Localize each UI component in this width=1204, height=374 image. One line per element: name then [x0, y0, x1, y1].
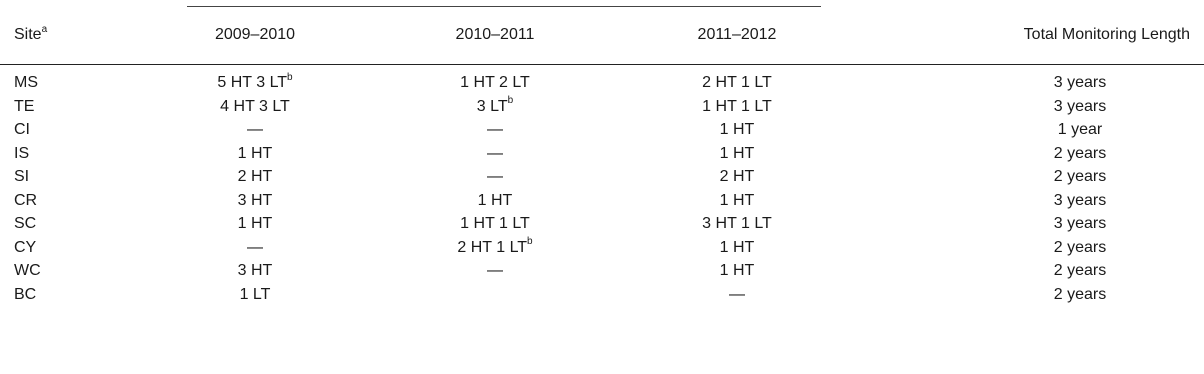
cell-2010-2011 — [420, 119, 570, 141]
cell-2010-2011-text: 1 HT — [477, 191, 513, 209]
cell-2010-2011 — [420, 143, 570, 165]
table-row — [0, 190, 1204, 214]
cell-2010-2011-text: 3 LT — [476, 97, 508, 115]
cell-2009-2010 — [180, 143, 330, 165]
cell-2011-2012 — [662, 96, 812, 118]
cell-site-text: IS — [14, 144, 30, 162]
cell-site-text: MS — [14, 74, 38, 91]
cell-2009-2010-text: 3 HT — [237, 262, 273, 279]
cell-2011-2012 — [662, 213, 812, 235]
cell-2011-2012-text: — — [729, 285, 745, 303]
cell-2009-2010-text: 1 LT — [239, 285, 271, 303]
cell-2009-2010-text: — — [247, 121, 263, 138]
cell-2010-2011-text: 2 HT 1 LT — [457, 238, 528, 256]
cell-total-length — [980, 143, 1180, 165]
cell-site — [14, 284, 36, 306]
cell-2009-2010 — [180, 190, 330, 212]
cell-2009-2010-text: 1 HT — [237, 144, 273, 162]
cell-2011-2012-text: 2 HT 1 LT — [702, 74, 772, 91]
cell-2011-2012-text: 1 HT 1 LT — [702, 97, 772, 115]
table-row — [0, 72, 1204, 96]
cell-2009-2010 — [180, 166, 330, 188]
table-row — [0, 96, 1204, 120]
header-2010-2011: 2010–2011 — [455, 26, 535, 43]
cell-2011-2012-text: 1 HT — [719, 262, 755, 279]
cell-site — [14, 237, 36, 259]
cell-2010-2011-text: — — [487, 121, 503, 138]
cell-site-text: SI — [14, 168, 30, 185]
cell-2009-2010-text: 4 HT 3 LT — [220, 97, 290, 115]
header-bottom-rule — [0, 64, 1204, 65]
table-body — [0, 72, 1204, 307]
cell-site-text: TE — [14, 97, 35, 115]
cell-2009-2010 — [180, 96, 330, 118]
cell-2009-2010-text: — — [247, 238, 263, 256]
cell-2011-2012 — [662, 72, 812, 94]
cell-2011-2012-text: 1 HT — [719, 238, 755, 256]
cell-site — [14, 213, 36, 235]
cell-site — [14, 166, 29, 188]
cell-site-text: SC — [14, 215, 37, 232]
cell-site-text: BC — [14, 285, 37, 303]
cell-2011-2012 — [662, 284, 812, 306]
cell-total-length-text: 3 years — [1053, 215, 1107, 232]
cell-2009-2010 — [180, 284, 330, 306]
cell-total-length-text: 2 years — [1053, 238, 1107, 256]
cell-2010-2011 — [420, 237, 570, 259]
cell-2010-2011 — [420, 72, 570, 94]
cell-2011-2012-text: 1 HT — [719, 121, 755, 138]
cell-total-length — [980, 166, 1180, 188]
cell-total-length — [980, 237, 1180, 259]
cell-2011-2012-text: 1 HT — [719, 144, 755, 162]
cell-2009-2010-text: 5 HT 3 LT — [217, 74, 288, 91]
cell-2011-2012-text: 3 HT 1 LT — [702, 215, 772, 232]
cell-2009-2010-text: 1 HT — [237, 215, 273, 232]
cell-2011-2012 — [662, 143, 812, 165]
cell-2010-2011-text: 1 HT 1 LT — [460, 215, 530, 232]
table-row — [0, 260, 1204, 284]
cell-total-length — [980, 96, 1180, 118]
cell-2010-2011 — [420, 166, 570, 188]
cell-2010-2011 — [420, 213, 570, 235]
cell-total-length-text: 2 years — [1053, 262, 1107, 279]
cell-2010-2011-footnote: b — [507, 95, 514, 107]
cell-total-length — [980, 213, 1180, 235]
cell-2010-2011-text: — — [487, 168, 503, 185]
header-site-footnote: a — [41, 23, 48, 35]
header-site-label: Site — [14, 26, 42, 43]
cell-site-text: CY — [14, 238, 37, 256]
cell-site-text: WC — [14, 262, 41, 279]
year-span-rule — [187, 6, 821, 7]
cell-total-length-text: 3 years — [1053, 191, 1107, 209]
cell-total-length — [980, 72, 1180, 94]
table-row — [0, 166, 1204, 190]
cell-2009-2010 — [180, 213, 330, 235]
cell-total-length-text: 2 years — [1053, 144, 1107, 162]
cell-2010-2011-text: — — [487, 262, 503, 279]
cell-total-length — [980, 260, 1180, 282]
cell-2010-2011-text: — — [487, 144, 503, 162]
table-row — [0, 119, 1204, 143]
cell-2010-2011-text: 1 HT 2 LT — [460, 74, 530, 91]
cell-total-length-text: 2 years — [1053, 168, 1107, 185]
table-row — [0, 237, 1204, 261]
cell-2009-2010 — [180, 260, 330, 282]
cell-2011-2012 — [662, 237, 812, 259]
cell-2009-2010 — [180, 119, 330, 141]
cell-site-text: CI — [14, 121, 30, 138]
cell-total-length-text: 2 years — [1053, 285, 1107, 303]
cell-total-length-text: 1 year — [1057, 121, 1103, 138]
cell-site — [14, 190, 37, 212]
cell-2009-2010 — [180, 237, 330, 259]
table-header-row — [0, 24, 1204, 48]
cell-site — [14, 119, 30, 141]
cell-site — [14, 143, 29, 165]
header-total-monitoring-length: Total Monitoring Length — [1023, 26, 1190, 43]
table-row — [0, 284, 1204, 308]
cell-2011-2012 — [662, 190, 812, 212]
table-row — [0, 143, 1204, 167]
cell-2011-2012-text: 2 HT — [719, 168, 755, 185]
cell-site — [14, 96, 34, 118]
cell-total-length — [980, 119, 1180, 141]
cell-2009-2010 — [180, 72, 330, 94]
header-2009-2010: 2009–2010 — [214, 26, 296, 43]
cell-2010-2011 — [420, 96, 570, 118]
cell-site-text: CR — [14, 191, 38, 209]
table-row — [0, 213, 1204, 237]
cell-total-length-text: 3 years — [1053, 74, 1107, 91]
cell-total-length-text: 3 years — [1053, 97, 1107, 115]
cell-total-length — [980, 190, 1180, 212]
cell-2011-2012 — [662, 166, 812, 188]
cell-site — [14, 72, 38, 94]
cell-2010-2011-footnote: b — [527, 236, 533, 248]
header-site — [14, 24, 47, 46]
cell-site — [14, 260, 41, 282]
cell-2009-2010-text: 3 HT — [237, 191, 273, 209]
header-2011-2012: 2011–2012 — [697, 26, 777, 43]
cell-2009-2010-footnote: b — [287, 71, 293, 83]
cell-2011-2012 — [662, 260, 812, 282]
cell-2011-2012-text: 1 HT — [719, 191, 755, 209]
cell-2010-2011 — [420, 260, 570, 282]
cell-2009-2010-text: 2 HT — [237, 168, 273, 185]
cell-total-length — [980, 284, 1180, 306]
cell-2011-2012 — [662, 119, 812, 141]
cell-2010-2011 — [420, 190, 570, 212]
